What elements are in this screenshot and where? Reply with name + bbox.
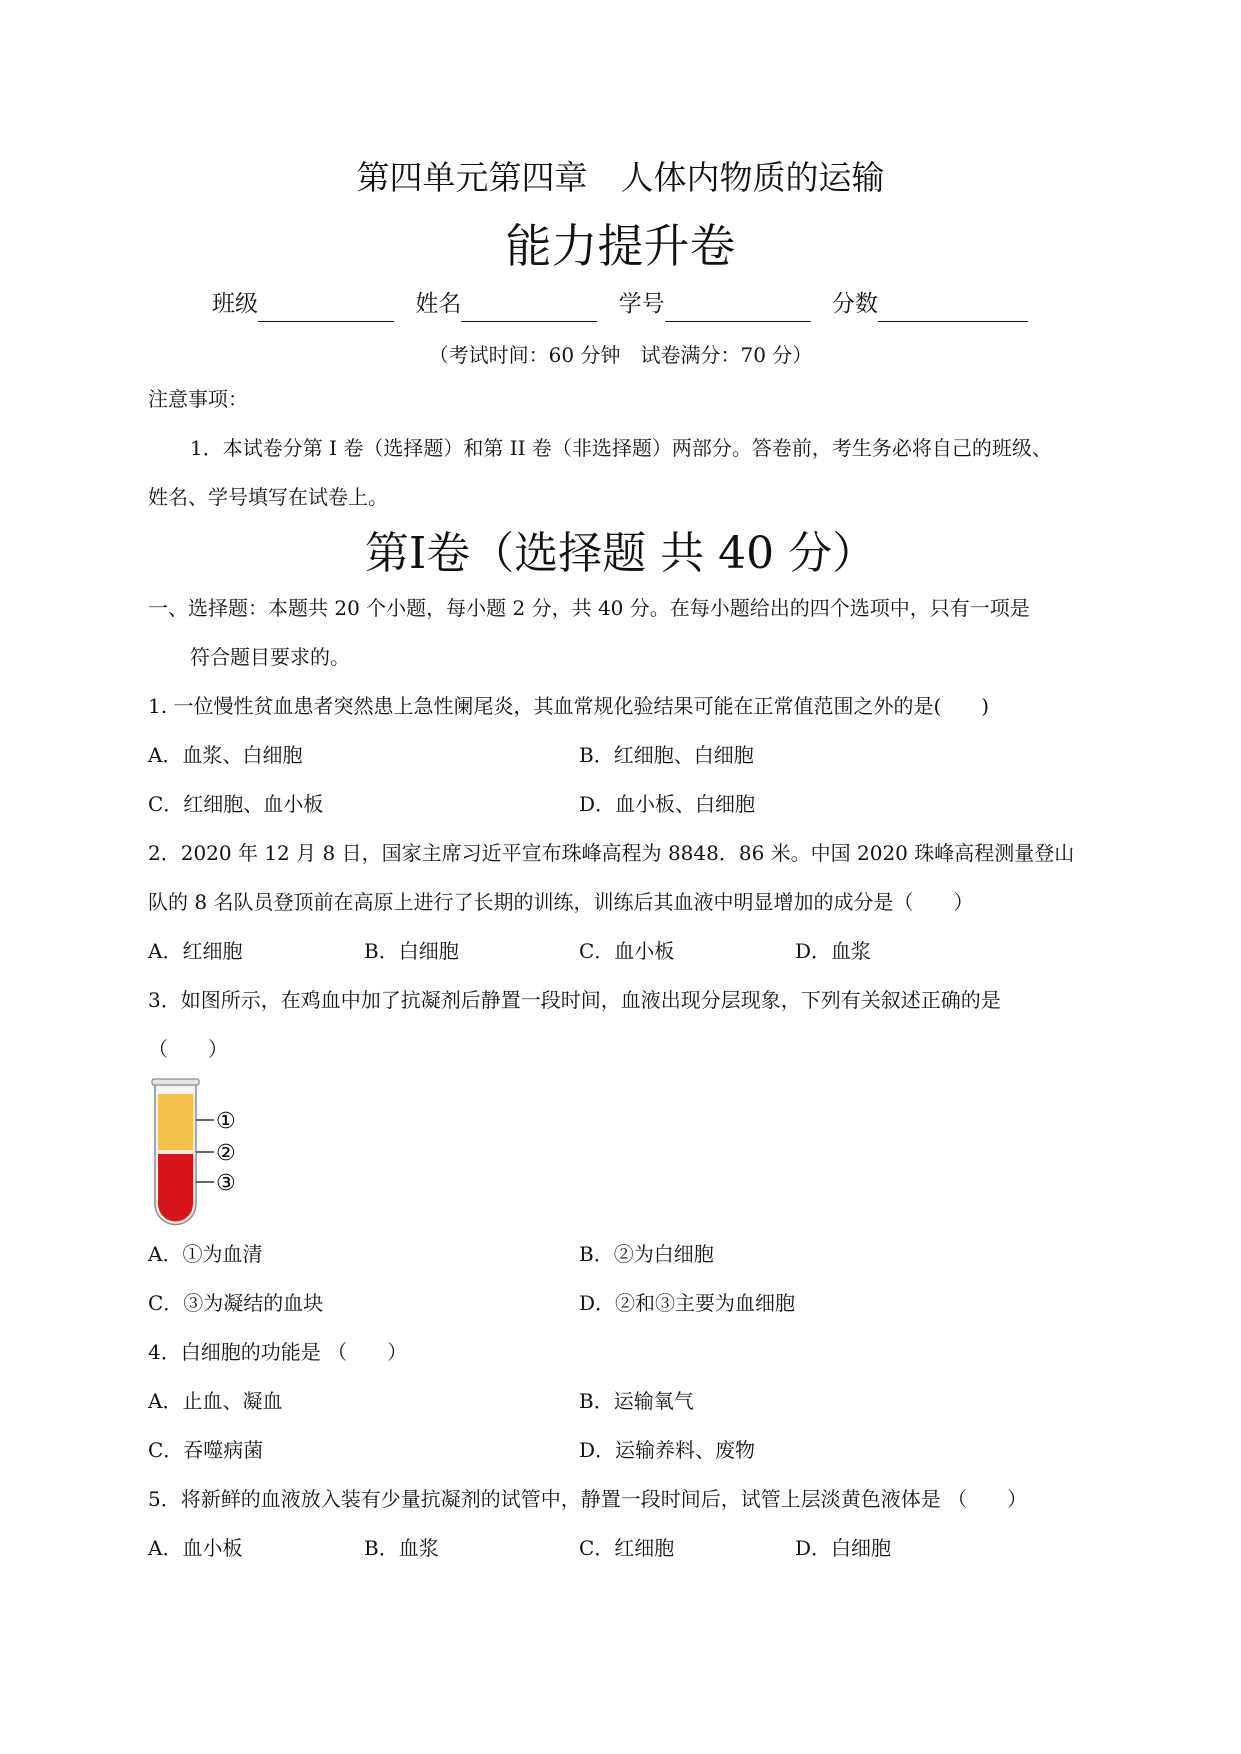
figure-label-1: ①	[216, 1109, 236, 1134]
tube-rim	[152, 1079, 199, 1085]
figure-label-2: ②	[216, 1141, 236, 1166]
question-5-option-d[interactable]: D．白细胞	[795, 1536, 892, 1560]
question-1-option-d[interactable]: D．血小板、白细胞	[579, 792, 756, 816]
question-4-option-c[interactable]: C．吞噬病菌	[148, 1438, 264, 1462]
question-2-option-c[interactable]: C．血小板	[579, 939, 675, 963]
plasma-layer	[158, 1094, 193, 1150]
question-3-option-c[interactable]: C．③为凝结的血块	[148, 1291, 324, 1315]
question-4-stem: 4．白细胞的功能是 （ ）	[148, 1340, 408, 1364]
white-cell-layer	[158, 1150, 193, 1154]
question-5-option-a[interactable]: A．血小板	[148, 1536, 243, 1560]
question-3-option-d[interactable]: D．②和③主要为血细胞	[579, 1291, 796, 1315]
student-id-blank[interactable]	[665, 295, 811, 322]
notes-line-1: 1．本试卷分第 I 卷（选择题）和第 II 卷（非选择题）两部分。答卷前，考生务必将自己的班级、	[190, 436, 1052, 460]
class-label: 班级	[212, 291, 258, 317]
question-4-option-b[interactable]: B．运输氧气	[579, 1389, 694, 1413]
name-label: 姓名	[415, 291, 462, 317]
section-instruction-1: 一、选择题：本题共 20 个小题，每小题 2 分，共 40 分。在每小题给出的四个选项中，只有一项是	[148, 596, 1030, 620]
red-cell-layer	[158, 1154, 193, 1222]
question-2-option-d[interactable]: D．血浆	[795, 939, 872, 963]
test-tube-icon	[150, 1078, 250, 1228]
question-5-stem: 5．将新鲜的血液放入装有少量抗凝剂的试管中，静置一段时间后，试管上层淡黄色液体是 （ ）	[148, 1487, 1028, 1511]
paper-subtitle: 能力提升卷	[505, 219, 736, 273]
student-info-row	[212, 286, 1052, 322]
exam-info: （考试时间：60 分钟 试卷满分：70 分）	[428, 343, 813, 367]
question-1-option-b[interactable]: B．红细胞、白细胞	[579, 743, 754, 767]
question-4-option-a[interactable]: A．止血、凝血	[148, 1389, 283, 1413]
question-1-stem: 1. 一位慢性贫血患者突然患上急性阑尾炎，其血常规化验结果可能在正常值范围之外的是( )	[148, 694, 990, 718]
name-blank[interactable]	[461, 295, 597, 322]
question-2-stem-line-1: 2．2020 年 12 月 8 日，国家主席习近平宣布珠峰高程为 8848．86 米。中国 2020 珠峰高程测量登山	[148, 841, 1075, 865]
unit-title: 第四单元第四章 人体内物质的运输	[356, 158, 885, 197]
question-5-option-c[interactable]: C．红细胞	[579, 1536, 675, 1560]
question-3-option-b[interactable]: B．②为白细胞	[579, 1242, 714, 1266]
student-id-label: 学号	[618, 291, 665, 317]
section-instruction-2: 符合题目要求的。	[190, 645, 350, 669]
notes-line-2: 姓名、学号填写在试卷上。	[148, 485, 388, 509]
question-3-option-a[interactable]: A．①为血清	[148, 1242, 263, 1266]
question-3-stem-line-1: 3．如图所示，在鸡血中加了抗凝剂后静置一段时间，血液出现分层现象，下列有关叙述正确的是	[148, 988, 1001, 1012]
question-2-option-b[interactable]: B．白细胞	[364, 939, 459, 963]
score-blank[interactable]	[878, 295, 1028, 322]
question-3-stem-line-2: （ ）	[148, 1037, 228, 1061]
question-4-option-d[interactable]: D．运输养料、废物	[579, 1438, 756, 1462]
question-1-option-c[interactable]: C．红细胞、血小板	[148, 792, 324, 816]
class-blank[interactable]	[258, 295, 394, 322]
score-label: 分数	[831, 291, 878, 317]
question-5-option-b[interactable]: B．血浆	[364, 1536, 439, 1560]
question-2-stem-line-2: 队的 8 名队员登顶前在高原上进行了长期的训练，训练后其血液中明显增加的成分是（ ）	[148, 890, 974, 914]
section-title: 第I卷（选择题 共 40 分）	[364, 528, 877, 579]
question-1-option-a[interactable]: A．血浆、白细胞	[148, 743, 303, 767]
question-2-option-a[interactable]: A．红细胞	[148, 939, 243, 963]
test-tube-figure	[150, 1078, 250, 1228]
notes-heading: 注意事项：	[148, 387, 248, 411]
figure-label-3: ③	[216, 1171, 236, 1196]
